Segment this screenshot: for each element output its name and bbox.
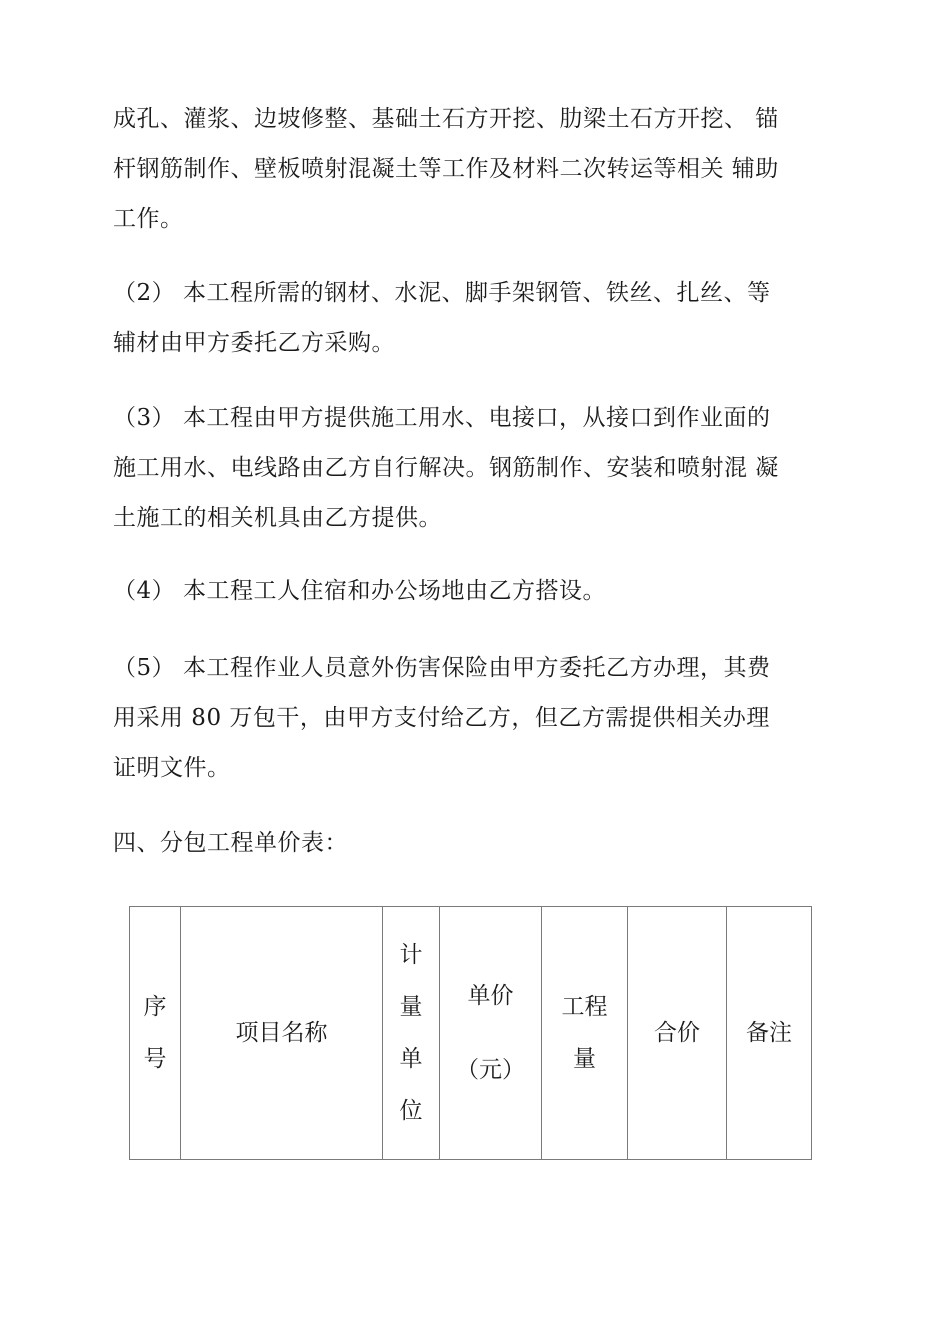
header-cell-remarks — [727, 907, 812, 1160]
section-heading — [113, 818, 813, 868]
header-text: 合价 — [654, 1020, 700, 1046]
unit-price-table — [129, 906, 812, 1160]
paragraph-line: 杆钢筋制作、壁板喷射混凝土等工作及材料二次转运等相关 辅助 — [113, 156, 779, 182]
header-text: 计 — [399, 942, 423, 968]
paragraph-scope — [113, 94, 813, 244]
paragraph-line: 证明文件。 — [113, 755, 231, 781]
header-cell-quantity — [542, 907, 628, 1160]
paragraph-line: （4） 本工程工人住宿和办公场地由乙方搭设。 — [113, 578, 606, 604]
paragraph-line: 成孔、灌浆、边坡修整、基础土石方开挖、肋梁土石方开挖、 锚 — [113, 106, 779, 132]
paragraph-line: 辅材由甲方委托乙方采购。 — [113, 330, 395, 356]
header-cell-unit-price — [440, 907, 542, 1160]
header-text: 工程 — [561, 994, 608, 1020]
header-text: 单价 — [467, 983, 514, 1009]
header-cell-unit — [383, 907, 440, 1160]
header-text: 序 — [143, 994, 167, 1020]
header-text: 项目名称 — [235, 1020, 328, 1046]
header-text: 位 — [399, 1098, 423, 1124]
header-text: 备注 — [746, 1020, 792, 1046]
paragraph-line: （2） 本工程所需的钢材、水泥、脚手架钢管、铁丝、扎丝、等 — [113, 280, 771, 306]
header-text: 量 — [573, 1046, 596, 1072]
header-cell-index — [130, 907, 181, 1160]
section-heading-text: 四、分包工程单价表： — [113, 830, 348, 856]
paragraph-line: 用采用 80 万包干，由甲方支付给乙方，但乙方需提供相关办理 — [113, 705, 770, 731]
header-text: 量 — [399, 994, 423, 1020]
paragraph-item-2 — [113, 268, 813, 368]
paragraph-item-3 — [113, 393, 813, 543]
header-cell-item-name — [181, 907, 383, 1160]
paragraph-item-5 — [113, 643, 813, 793]
paragraph-line: （5） 本工程作业人员意外伤害保险由甲方委托乙方办理，其费 — [113, 655, 771, 681]
paragraph-line: 施工用水、电线路由乙方自行解决。钢筋制作、安装和喷射混 凝 — [113, 455, 779, 481]
paragraph-line: 土施工的相关机具由乙方提供。 — [113, 505, 442, 531]
header-text: （元） — [456, 1057, 525, 1083]
paragraph-line: 工作。 — [113, 206, 184, 232]
header-text: 号 — [143, 1046, 167, 1072]
paragraph-line: （3） 本工程由甲方提供施工用水、电接口，从接口到作业面的 — [113, 405, 771, 431]
header-cell-total — [628, 907, 727, 1160]
table-header-row — [130, 907, 812, 1160]
paragraph-item-4 — [113, 566, 813, 616]
header-text: 单 — [399, 1046, 423, 1072]
